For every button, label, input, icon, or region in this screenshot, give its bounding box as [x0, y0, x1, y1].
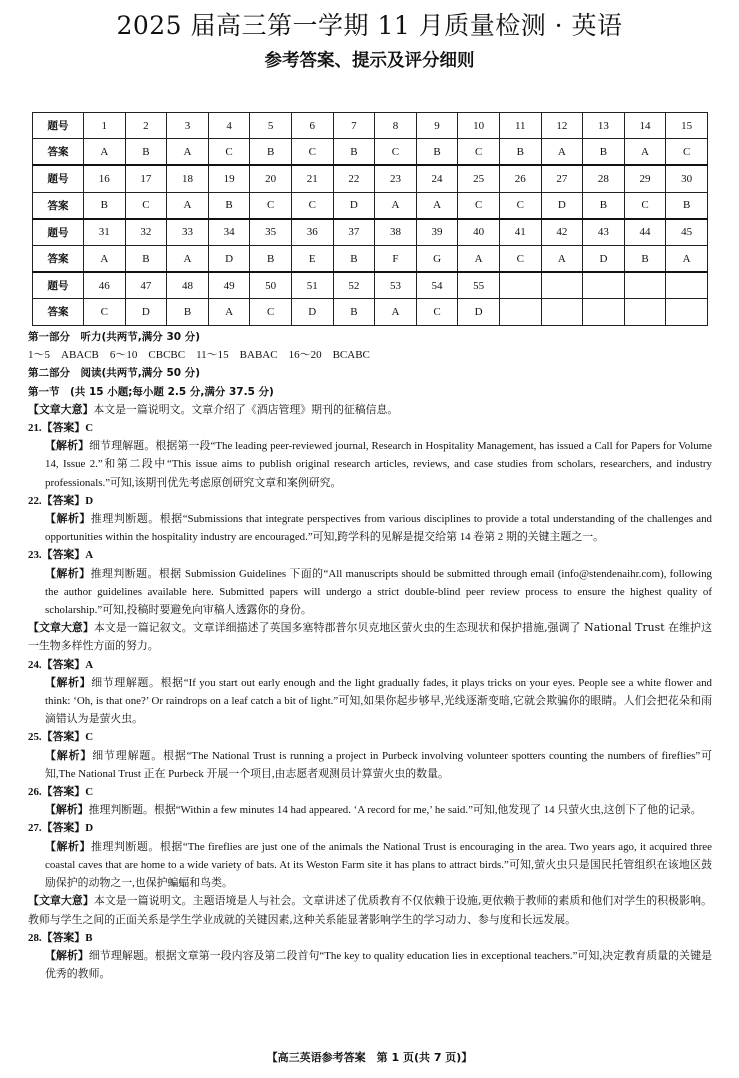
question-answer-line: [28, 819, 712, 837]
answer-cell: B: [208, 192, 250, 219]
analysis-label: 【解析】: [45, 839, 91, 853]
row-label-question: 题号: [33, 219, 84, 246]
listening-answers: 1～5 ABACB 6～10 CBCBC 11～15 BABAC 16～20 BCABC: [28, 349, 370, 362]
answer-cell: C: [250, 299, 292, 325]
answer-cell: B: [333, 299, 375, 325]
analysis-text: 推理判断题。根据“Within a few minutes 14 had appeared. ‘A record for me,’ he said.”可知,他发现了 14 只萤火虫,这创下了他的记录。: [88, 804, 702, 817]
answer-label: 【答案】: [41, 548, 86, 562]
row-label-question: 题号: [33, 113, 84, 139]
question-number-cell: 30: [666, 165, 708, 192]
question-number-cell: 2: [125, 113, 167, 139]
answer-cell: C: [458, 192, 500, 219]
analysis-label: 【解析】: [45, 512, 91, 526]
question-number-cell: 37: [333, 219, 375, 246]
analysis-text: 细节理解题。根据文章第一段内容及第二段首句“The key to quality education lies in exceptional teachers.”可知,决定教育质量的关键是优秀的教师。: [45, 949, 712, 981]
question-number-cell: 45: [666, 219, 708, 246]
question-analysis: [28, 510, 712, 546]
answer-cell: C: [624, 192, 666, 219]
question-analysis: [28, 801, 712, 819]
answer-cell: D: [208, 245, 250, 272]
answer-cell: B: [499, 139, 541, 166]
question-number-cell: 27: [541, 165, 583, 192]
answer-row: [33, 139, 708, 166]
answer-cell: G: [416, 245, 458, 272]
question-number-cell: 48: [167, 272, 209, 299]
answer-cell: B: [84, 192, 126, 219]
summary-label: 【文章大意】: [28, 621, 94, 635]
answer-cell: [624, 299, 666, 325]
answer-cell: C: [499, 192, 541, 219]
question-number-cell: 14: [624, 113, 666, 139]
question-number-cell: 43: [583, 219, 625, 246]
question-number-cell: 21: [291, 165, 333, 192]
part2-heading: 第二部分 阅读(共两节,满分 50 分): [28, 367, 201, 380]
question-number-cell: 31: [84, 219, 126, 246]
question-number-cell: 55: [458, 272, 500, 299]
question-number-cell: 11: [499, 113, 541, 139]
answer-key-table: [32, 112, 708, 326]
row-label-answer: 答案: [33, 139, 84, 166]
answer-cell: E: [291, 245, 333, 272]
question-number-cell: 49: [208, 272, 250, 299]
question-number-cell: 4: [208, 113, 250, 139]
answer-cell: B: [333, 139, 375, 166]
question-number-cell: 42: [541, 219, 583, 246]
answer-cell: B: [624, 245, 666, 272]
question-number-cell: 25: [458, 165, 500, 192]
answer-cell: C: [666, 139, 708, 166]
answer-cell: [583, 299, 625, 325]
answer-cell: F: [375, 245, 417, 272]
question-group-c: [28, 929, 712, 984]
question-number-cell: 22: [333, 165, 375, 192]
question-number-cell: 29: [624, 165, 666, 192]
answer-label: 【答案】: [41, 657, 86, 671]
summary-label: 【文章大意】: [28, 894, 94, 908]
analysis-label: 【解析】: [45, 948, 89, 962]
question-answer-line: [28, 656, 712, 674]
answer-cell: [499, 299, 541, 325]
question-answer-line: [28, 492, 712, 510]
answer-cell: A: [167, 192, 209, 219]
answer-cell: B: [666, 192, 708, 219]
question-answer: D: [85, 822, 94, 835]
analysis-label: 【解析】: [45, 748, 93, 762]
answer-cell: B: [333, 245, 375, 272]
question-number: 26.: [28, 786, 42, 799]
answer-cell: A: [416, 192, 458, 219]
answer-cell: C: [125, 192, 167, 219]
question-number-cell: 39: [416, 219, 458, 246]
question-number-cell: 38: [375, 219, 417, 246]
answer-cell: A: [624, 139, 666, 166]
question-number-cell: 52: [333, 272, 375, 299]
question-number-cell: 1: [84, 113, 126, 139]
question-number-cell: 15: [666, 113, 708, 139]
question-number: 24.: [28, 658, 42, 671]
answer-cell: A: [167, 245, 209, 272]
question-number-cell: [499, 272, 541, 299]
answer-cell: C: [416, 299, 458, 325]
question-number-cell: 33: [167, 219, 209, 246]
question-number-cell: 35: [250, 219, 292, 246]
question-number-cell: 19: [208, 165, 250, 192]
answer-cell: B: [416, 139, 458, 166]
answer-cell: A: [458, 245, 500, 272]
answer-cell: D: [458, 299, 500, 325]
question-number-row: [33, 272, 708, 299]
question-number-cell: 17: [125, 165, 167, 192]
question-number-row: [33, 113, 708, 139]
question-answer: C: [85, 422, 94, 435]
answer-cell: D: [291, 299, 333, 325]
question-analysis: [28, 565, 712, 620]
row-label-question: 题号: [33, 272, 84, 299]
analysis-text: 推理判断题。根据“The fireflies are just one of the animals the National Trust is encouraging in the area. Two years ago, it acquired three coastal caves that are home to a wide variety of bats. At its Weston Farm site it has plans to attract birds.”可知,萤火虫只是国民托管组织在该地区鼓励保护的动物之一,也保护蝙蝠和鸟类。: [45, 840, 712, 890]
question-answer-line: [28, 419, 712, 437]
question-answer: C: [85, 731, 94, 744]
answer-cell: D: [333, 192, 375, 219]
question-number: 23.: [28, 549, 42, 562]
question-number-cell: [624, 272, 666, 299]
question-number-cell: 54: [416, 272, 458, 299]
question-number-cell: 36: [291, 219, 333, 246]
analysis-text: 细节理解题。根据“If you start out early enough and the light gradually fades, it plays tricks on your eyes. People see a white flower and think: ‘Oh, is that one?’ Or raindrops on a leaf catch a bit of light.”可知,如果你起步够早,光线逐渐变暗,它就会欺骗你的眼睛。人们会把花朵和雨滴错认为是萤火虫。: [45, 676, 712, 726]
question-number-cell: 3: [167, 113, 209, 139]
document-title: 2025 届高三第一学期 11 月质量检测 · 英语: [116, 11, 623, 40]
analysis-label: 【解析】: [45, 803, 89, 817]
question-number-cell: 44: [624, 219, 666, 246]
question-number-cell: 13: [583, 113, 625, 139]
answer-cell: B: [250, 139, 292, 166]
answer-cell: B: [167, 299, 209, 325]
answer-cell: [541, 299, 583, 325]
answer-cell: B: [125, 245, 167, 272]
answer-row: [33, 192, 708, 219]
question-answer-line: [28, 783, 712, 801]
answer-cell: B: [583, 139, 625, 166]
answer-cell: A: [541, 245, 583, 272]
analysis-text: 细节理解题。根据第一段“The leading peer-reviewed journal, Research in Hospitality Management, has issued a Call for Papers for Volume 14, Issue 2.”和第二段中“This issue aims to publish original research articles, reviews, and case studies from scholars, researchers, and industry professionals.”可知,该期刊优先考虑原创研究文章和案例研究。: [45, 440, 712, 489]
question-number-cell: 8: [375, 113, 417, 139]
question-answer: C: [85, 786, 94, 799]
question-number: 27.: [28, 822, 42, 835]
question-number-cell: 18: [167, 165, 209, 192]
answer-row: [33, 245, 708, 272]
answer-row: [33, 299, 708, 325]
answer-cell: C: [375, 139, 417, 166]
question-number-cell: [541, 272, 583, 299]
analysis-label: 【解析】: [45, 566, 91, 580]
question-number: 28.: [28, 931, 42, 944]
row-label-answer: 答案: [33, 299, 84, 325]
question-analysis: [28, 747, 712, 783]
answer-cell: A: [84, 245, 126, 272]
question-number-cell: 26: [499, 165, 541, 192]
question-number-cell: 7: [333, 113, 375, 139]
question-answer-line: [28, 929, 712, 947]
question-number-cell: 50: [250, 272, 292, 299]
answer-cell: [666, 299, 708, 325]
summary-passage-b: 【文章大意】本文是一篇记叙文。文章详细描述了英国多塞特郡普尔贝克地区萤火虫的生态现状和保护措施,强调了 National Trust 在维护这一生物多样性方面的努力。: [28, 621, 712, 653]
question-number-cell: 32: [125, 219, 167, 246]
question-answer: B: [85, 931, 93, 944]
question-number-cell: 41: [499, 219, 541, 246]
question-number-cell: 24: [416, 165, 458, 192]
answer-cell: A: [167, 139, 209, 166]
question-answer-line: [28, 546, 712, 564]
question-answer-line: [28, 728, 712, 746]
analysis-text: 推理判断题。根据“Submissions that integrate perspectives from various disciplines to provide a total understanding of the challenges and opportunities within the hospitality industry are encouraged.”可知,跨学科的见解是提交给第 14 卷第 2 期的关键主题之一。: [45, 513, 712, 544]
question-number-cell: 16: [84, 165, 126, 192]
question-number-cell: 9: [416, 113, 458, 139]
row-label-answer: 答案: [33, 245, 84, 272]
question-number-row: [33, 165, 708, 192]
question-answer: A: [85, 549, 94, 562]
question-number-cell: 20: [250, 165, 292, 192]
answer-cell: B: [583, 192, 625, 219]
question-number-cell: [666, 272, 708, 299]
question-number-cell: 53: [375, 272, 417, 299]
question-number-row: [33, 219, 708, 246]
answer-cell: C: [250, 192, 292, 219]
question-number-cell: 40: [458, 219, 500, 246]
question-number-cell: 28: [583, 165, 625, 192]
answer-cell: C: [291, 192, 333, 219]
question-number-cell: 23: [375, 165, 417, 192]
analysis-text: 细节理解题。根据“The National Trust is running a project in Purbeck involving volunteer spotters counting the numbers of fireflies”可知,The National Trust 正在 Purbeck 开展一个项目,由志愿者观测员计算萤火虫的数量。: [45, 749, 712, 780]
question-analysis: [28, 437, 712, 492]
question-number: 25.: [28, 731, 42, 744]
answer-label: 【答案】: [41, 930, 86, 944]
question-number-cell: [583, 272, 625, 299]
answer-cell: A: [541, 139, 583, 166]
summary-passage-c: 【文章大意】本文是一篇说明文。主题语境是人与社会。文章讲述了优质教育不仅依赖于设施,更依赖于教师的素质和他们对学生的积极影响。教师与学生之间的正面关系是学生学业成就的关键因素,这种关系能显著影响学生的学习动力、参与度和长远发展。: [28, 894, 712, 926]
question-answer: A: [85, 658, 94, 671]
answer-cell: C: [208, 139, 250, 166]
analysis-text: 推理判断题。根据 Submission Guidelines 下面的“All manuscripts should be submitted through email (info@stendenaihr.com), following the author guidelines available here. Submitted papers will undergo a strict double-blind peer review process to ensure the highest quality of scholarship.”可知,投稿时要避免向审稿人透露你的身份。: [45, 567, 712, 617]
section1-heading: 第一节 (共 15 小题;每小题 2.5 分,满分 37.5 分): [28, 385, 274, 398]
question-number-cell: 12: [541, 113, 583, 139]
answer-cell: A: [208, 299, 250, 325]
page-footer: 【高三英语参考答案 第 1 页(共 7 页)】: [266, 1051, 473, 1064]
part1-heading: 第一部分 听力(共两节,满分 30 分): [28, 331, 201, 343]
answer-cell: C: [458, 139, 500, 166]
answer-cell: A: [375, 299, 417, 325]
answer-cell: B: [250, 245, 292, 272]
analysis-label: 【解析】: [45, 439, 90, 453]
answer-cell: B: [125, 139, 167, 166]
question-number: 22.: [28, 494, 42, 507]
answer-label: 【答案】: [41, 785, 86, 799]
question-group-a: [28, 419, 712, 619]
question-number-cell: 5: [250, 113, 292, 139]
question-analysis: [28, 947, 712, 983]
question-number-cell: 47: [125, 272, 167, 299]
question-answer: D: [85, 494, 94, 507]
question-number: 21.: [28, 422, 42, 435]
answer-cell: A: [84, 139, 126, 166]
answer-cell: C: [84, 299, 126, 325]
summary-label: 【文章大意】: [28, 402, 94, 416]
question-number-cell: 6: [291, 113, 333, 139]
answer-explanations: [28, 328, 712, 983]
row-label-answer: 答案: [33, 192, 84, 219]
question-analysis: [28, 674, 712, 729]
answer-label: 【答案】: [41, 821, 86, 835]
question-analysis: [28, 838, 712, 893]
question-number-cell: 34: [208, 219, 250, 246]
summary-passage-a: 【文章大意】本文是一篇说明文。文章介绍了《酒店管理》期刊的征稿信息。: [28, 402, 399, 416]
question-number-cell: 51: [291, 272, 333, 299]
question-number-cell: 46: [84, 272, 126, 299]
answer-cell: D: [541, 192, 583, 219]
answer-cell: C: [499, 245, 541, 272]
answer-cell: A: [375, 192, 417, 219]
answer-cell: C: [291, 139, 333, 166]
analysis-label: 【解析】: [45, 675, 92, 689]
answer-cell: D: [583, 245, 625, 272]
answer-label: 【答案】: [41, 730, 86, 744]
answer-cell: A: [666, 245, 708, 272]
document-subtitle: 参考答案、提示及评分细则: [264, 51, 475, 71]
question-group-b: [28, 656, 712, 893]
question-number-cell: 10: [458, 113, 500, 139]
answer-label: 【答案】: [41, 421, 86, 435]
answer-cell: D: [125, 299, 167, 325]
row-label-question: 题号: [33, 165, 84, 192]
answer-label: 【答案】: [41, 493, 86, 507]
